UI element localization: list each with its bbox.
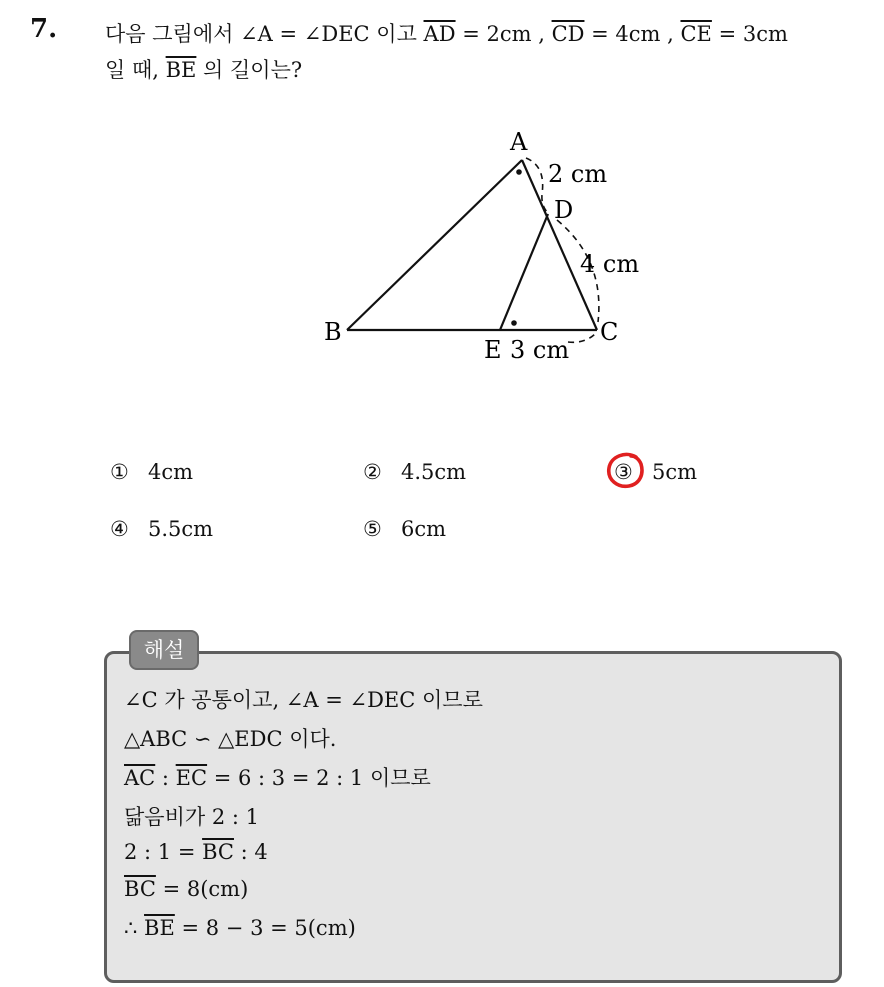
- solution-text: = 8(cm): [155, 877, 249, 901]
- question-text-line2: [105, 54, 302, 84]
- choice-text: 4cm: [148, 460, 194, 484]
- segment-ce: $\overline{CE}$: [680, 22, 712, 46]
- choice-2[interactable]: [363, 460, 466, 484]
- choice-text: 5.5cm: [148, 517, 214, 541]
- label-a: A: [510, 128, 528, 156]
- choice-marker: ⑤: [363, 517, 382, 541]
- solution-text: 2 : 1 =: [124, 840, 203, 864]
- triangle-figure: [310, 120, 650, 370]
- choice-marker: ④: [110, 517, 129, 541]
- solution-text: = 6 : 3 = 2 : 1 이므로: [207, 766, 431, 790]
- length-ec: 3 cm: [510, 336, 570, 364]
- answer-circle-mark: [606, 452, 646, 490]
- solution-line: △ABC ∽ △EDC 이다.: [124, 727, 337, 751]
- length-dc: 4 cm: [580, 250, 640, 278]
- label-e: E: [484, 336, 502, 364]
- choice-text: 4.5cm: [401, 460, 467, 484]
- segment-be: $\overline{BE}$: [144, 916, 175, 940]
- solution-text: : 4: [233, 840, 268, 864]
- solution-text: ∴: [124, 916, 145, 940]
- question-text: = 4cm ,: [584, 22, 681, 46]
- label-b: B: [324, 318, 342, 346]
- choice-marker: ③: [614, 460, 633, 484]
- choice-text: 5cm: [652, 460, 698, 484]
- label-c: C: [600, 318, 619, 346]
- question-text: 다음 그림에서 ∠A = ∠DEC 이고: [105, 22, 424, 46]
- segment-bc: $\overline{BC}$: [202, 840, 234, 864]
- solution-text: = 8 − 3 = 5(cm): [174, 916, 356, 940]
- solution-line: [124, 877, 248, 901]
- solution-line: ∠C 가 공통이고, ∠A = ∠DEC 이므로: [124, 688, 483, 712]
- solution-line: [124, 916, 356, 940]
- question-text: = 2cm ,: [455, 22, 552, 46]
- choice-text: 6cm: [401, 517, 447, 541]
- arc-ad: [526, 158, 548, 213]
- segment-bc: $\overline{BC}$: [124, 877, 156, 901]
- question-text: = 3cm: [711, 22, 788, 46]
- choice-marker: ②: [363, 460, 382, 484]
- question-text: 일 때,: [105, 58, 166, 82]
- arc-ec: [568, 332, 597, 342]
- angle-mark-a: [516, 169, 522, 175]
- solution-line: 닮음비가 2 : 1: [124, 805, 259, 829]
- choice-1[interactable]: [110, 460, 193, 484]
- choice-5[interactable]: [363, 517, 446, 541]
- angle-mark-e: [511, 320, 517, 326]
- segment-be: $\overline{BE}$: [165, 58, 197, 82]
- solution-line: [124, 840, 268, 864]
- question-text: 의 길이는?: [196, 58, 303, 82]
- solution-text: :: [155, 766, 176, 790]
- segment-cd: $\overline{CD}$: [551, 22, 585, 46]
- segment-de: [500, 214, 548, 330]
- question-text-line1: [105, 18, 788, 48]
- label-d: D: [554, 196, 574, 224]
- segment-ad: $\overline{AD}$: [423, 22, 456, 46]
- side-ab: [347, 160, 522, 330]
- segment-ec: $\overline{EC}$: [175, 766, 208, 790]
- solution-tag: 해설: [129, 630, 199, 670]
- length-ad: 2 cm: [548, 160, 608, 188]
- segment-ac: $\overline{AC}$: [124, 766, 156, 790]
- choice-4[interactable]: [110, 517, 213, 541]
- question-number: 7.: [30, 14, 58, 44]
- choice-marker: ①: [110, 460, 129, 484]
- solution-line: [124, 762, 431, 792]
